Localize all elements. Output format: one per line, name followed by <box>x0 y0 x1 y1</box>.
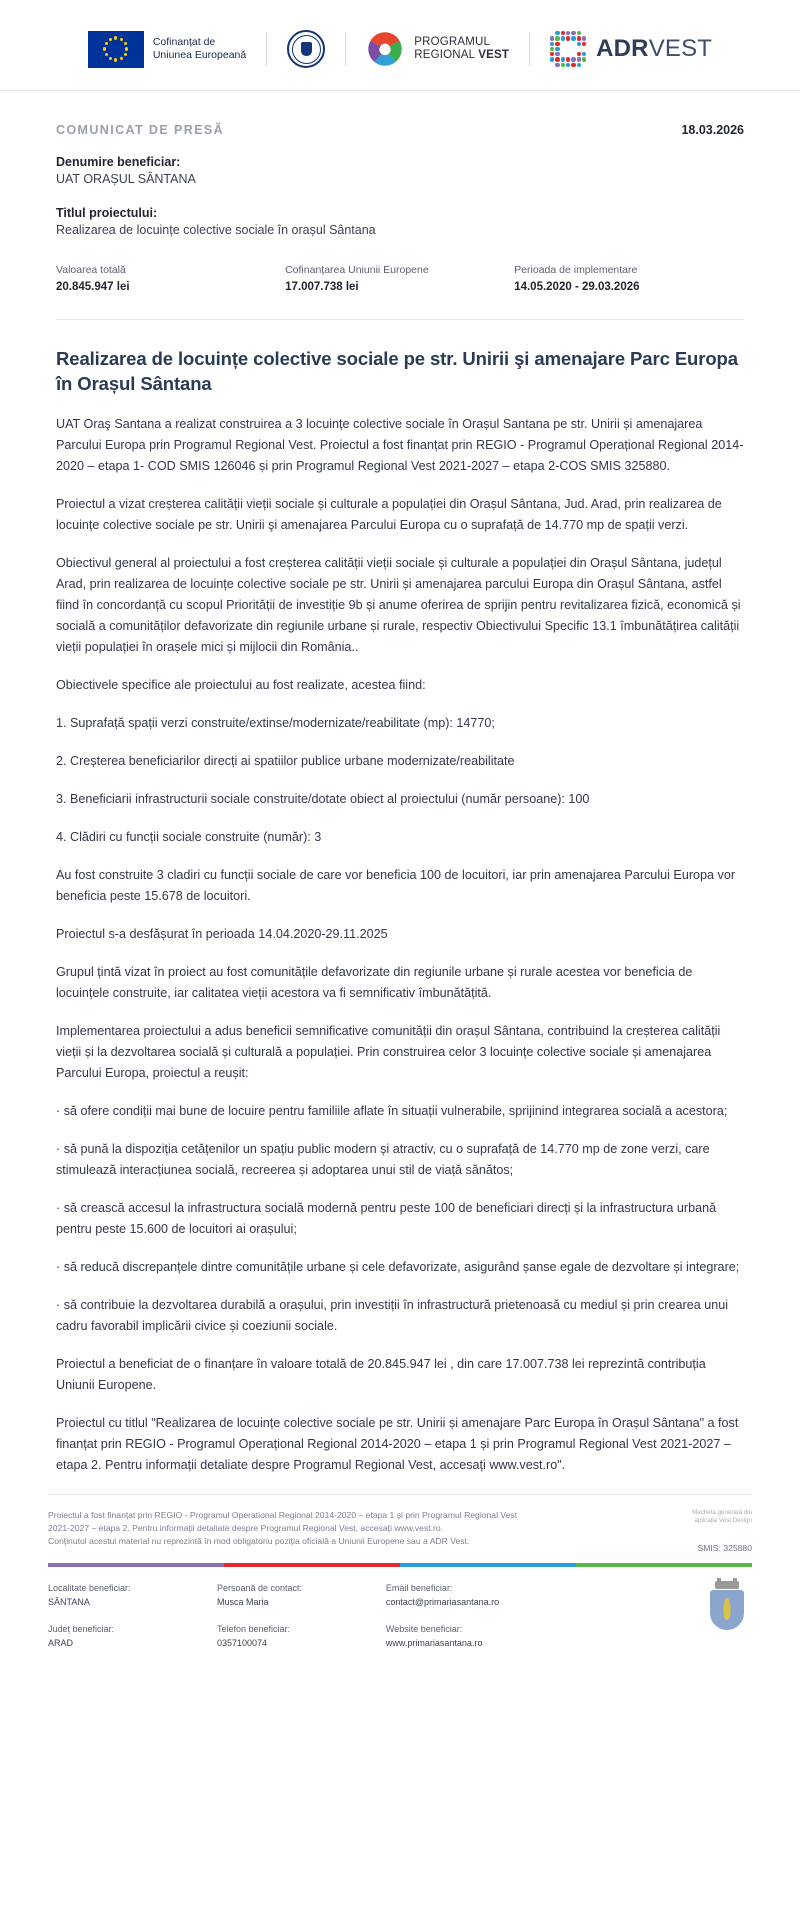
stat-item <box>514 263 743 295</box>
adrvest-dot <box>555 47 559 51</box>
programul-regional-vest-text <box>414 36 509 63</box>
macheta-line1: Macheta generată din <box>692 1509 752 1516</box>
crest-flame-shape <box>724 1598 731 1620</box>
contact-label: Website beneficiar: <box>385 1624 463 1634</box>
adrvest-dot <box>571 52 575 56</box>
stat-item <box>56 263 285 295</box>
prv-line2-regular: REGIONAL <box>414 49 479 61</box>
stat-item <box>285 263 514 295</box>
article-paragraph: 1. Suprafață spații verzi construite/extinse/modernizate/reabilitate (mp): 14770; <box>56 716 495 730</box>
contact-pair <box>48 1622 217 1650</box>
adrvest-dot <box>582 31 586 35</box>
adrvest-dot <box>577 63 581 67</box>
adrvest-dot <box>566 31 570 35</box>
contact-label: Județ beneficiar: <box>48 1624 115 1634</box>
adrvest-dot <box>555 52 559 56</box>
contact-column-2 <box>217 1581 386 1663</box>
adrvest-dot <box>566 63 570 67</box>
article-paragraph: Proiectul a beneficiat de o finanțare în valoare totală de 20.845.947 lei , din care 17.007.738 lei reprezintă contribuția Uniunii Europene. <box>56 1357 706 1392</box>
contact-value: www.primariasantana.ro <box>385 1638 483 1648</box>
adrvest-dot <box>571 36 575 40</box>
eu-star-icon <box>120 57 123 60</box>
contact-pair <box>217 1622 386 1650</box>
contact-pair <box>48 1581 217 1609</box>
adrvest-dot <box>571 47 575 51</box>
contact-pair <box>386 1581 597 1609</box>
adrvest-dot <box>550 47 554 51</box>
project-stats-row <box>56 263 744 295</box>
adrvest-dot <box>561 52 565 56</box>
contact-label: Email beneficiar: <box>385 1583 453 1593</box>
adrvest-dot <box>571 42 575 46</box>
adrvest-dot <box>555 57 559 61</box>
press-release-kicker: COMUNICAT DE PRESĂ <box>56 123 225 137</box>
adrvest-dot <box>550 31 554 35</box>
contact-value: ARAD <box>48 1638 74 1648</box>
eu-flag-icon <box>88 31 144 68</box>
article-paragraph: Obiectivul general al proiectului a fost creșterea calității vieții sociale și culturale a populației din Orașul Sântana, județul Arad, prin realizarea de locuințe colective sociale pe str. Unirii și amenajarea parcului Europa din Orașul Sântana, astfel fiind în concordanță cu scopul Priorității de investiție 9b și anume oferirea de sprijin pentru revitalizarea fizică, economică și socială a comunităților defavorizate din regiunile urbane și rurale, respectiv Obiectivului Specific 13.1 îmbunătățirea calității vieții populației în orașele mici și mijlocii din România.. <box>56 556 741 654</box>
document-content <box>0 91 800 1476</box>
romania-government-seal-icon <box>287 30 325 68</box>
stat-value: 17.007.738 lei <box>285 281 359 293</box>
footer-color-bar <box>48 1563 752 1567</box>
adrvest-dot <box>582 52 586 56</box>
article-paragraph: Proiectul cu titlul "Realizarea de locuințe colective sociale pe str. Unirii și amenajare Parc Europa în Orașul Sântana" a fost finanțat prin REGIO - Programul Operațional Regional 2014-2020 – etapa 1 și prin Programul Regional Vest 2021-2027 – etapa 2. Pentru informații detaliate despre Programul Regional Vest, accesați www.vest.ro". <box>56 1416 739 1472</box>
beneficiary-field <box>56 154 744 188</box>
prv-line1: PROGRAMUL <box>414 35 491 48</box>
page-title: Realizarea de locuințe colective sociale pe str. Unirii şi amenajare Parc Europa în Orașul Sântana <box>56 348 738 394</box>
section-divider <box>56 319 744 320</box>
adrvest-wordmark <box>596 35 712 63</box>
adrvest-dot <box>561 42 565 46</box>
footer-legal-line3: Conținutul acestui material nu reprezintă în mod obligatoriu poziția oficială a Uniunii Europene sau a ADR Vest. <box>48 1536 470 1546</box>
article-paragraph: · să ofere condiții mai bune de locuire pentru familiile aflate în situații vulnerabile, sprijinind integrarea socială a acestora; <box>56 1104 728 1118</box>
eu-logo-text <box>153 36 246 62</box>
article-paragraph: · să contribuie la dezvoltarea durabilă a orașului, prin investiții în infrastructură prietenoasă cu mediul și prin crearea unui cadru favorabil implicării civice și coeziunii sociale. <box>56 1298 729 1333</box>
adrvest-dot <box>582 36 586 40</box>
adrvest-dot <box>582 57 586 61</box>
adrvest-dot <box>566 36 570 40</box>
adrvest-dot <box>561 31 565 35</box>
adrvest-dot <box>550 36 554 40</box>
eu-star-icon <box>125 47 128 50</box>
footer-right-block <box>678 1509 752 1553</box>
programul-regional-vest-logo <box>346 30 529 68</box>
eagle-crest-shape <box>301 42 312 56</box>
adrvest-dot <box>566 57 570 61</box>
adrvest-dot <box>566 42 570 46</box>
article-paragraph: Proiectul s-a desfășurat în perioada 14.04.2020-29.11.2025 <box>56 927 388 941</box>
adrvest-dot-grid-icon <box>550 31 586 67</box>
stat-value: 20.845.947 lei <box>56 281 130 293</box>
contact-column-1 <box>48 1581 217 1663</box>
eu-logo-line2: Uniunea Europeană <box>152 49 247 61</box>
eu-cofinancing-logo <box>68 31 266 68</box>
article-paragraph: · să pună la dispoziția cetățenilor un spațiu public modern și atractiv, cu o suprafață de 14.770 mp de zone verzi, care stimulează interacțiunea socială, recreerea și adoptarea unui stil de viață sănătos; <box>56 1142 710 1177</box>
contact-label: Localitate beneficiar: <box>48 1583 131 1593</box>
adrvest-dot <box>555 36 559 40</box>
adrvest-dot <box>577 42 581 46</box>
adrvest-dot <box>550 52 554 56</box>
eu-star-icon <box>124 42 127 45</box>
article-paragraph: Obiectivele specifice ale proiectului au fost realizate, acestea fiind: <box>56 678 426 692</box>
stat-label: Valoarea totală <box>56 264 126 276</box>
article-paragraph: 4. Clădiri cu funcții sociale construite (număr): 3 <box>56 830 322 844</box>
adrvest-dot <box>582 42 586 46</box>
crest-shield-shape <box>710 1590 744 1630</box>
stat-label: Cofinanțarea Uniunii Europene <box>285 264 429 276</box>
eu-star-icon <box>114 36 117 39</box>
eu-star-icon <box>124 53 127 56</box>
contact-value: contact@primariasantana.ro <box>385 1597 500 1607</box>
logo-bar <box>0 0 800 91</box>
adrvest-dot <box>566 47 570 51</box>
crest-crown-shape <box>715 1581 739 1589</box>
adrvest-dot <box>550 63 554 67</box>
contact-pair <box>386 1622 597 1650</box>
programul-regional-vest-icon <box>366 30 404 68</box>
adrvest-dot <box>582 47 586 51</box>
contact-pair <box>217 1581 386 1609</box>
contact-value: Musca Maria <box>216 1597 269 1607</box>
eu-star-icon <box>109 57 112 60</box>
project-title-value: Realizarea de locuințe colective sociale în orașul Sântana <box>56 223 376 237</box>
color-bar-segment <box>400 1563 576 1567</box>
eu-star-icon <box>109 38 112 41</box>
adrvest-dot <box>550 57 554 61</box>
adrvest-dot <box>561 47 565 51</box>
eu-star-icon <box>105 42 108 45</box>
adrvest-dot <box>561 57 565 61</box>
article-paragraph: Grupul țintă vizat în proiect au fost comunitățile defavorizate din regiunile urbane și rurale acestea vor beneficia de locuințele construite, iar calitatea vieții acestora va fi semnificativ îmbunătățită. <box>56 965 693 1000</box>
eu-logo-line1: Cofinanțat de <box>152 36 216 48</box>
footer-legal-line2: 2021-2027 – etapa 2. Pentru informații detaliate despre Programul Regional Vest, accesați www.vest.ro. <box>48 1523 444 1533</box>
adrvest-logo <box>530 31 732 67</box>
beneficiary-label: Denumire beneficiar: <box>56 155 181 169</box>
color-bar-segment <box>224 1563 400 1567</box>
eu-star-icon <box>120 38 123 41</box>
adrvest-dot <box>577 57 581 61</box>
adrvest-dot <box>577 36 581 40</box>
article-paragraph: Proiectul a vizat creșterea calității vieții sociale și culturale a populației din Orașul Sântana, Jud. Arad, prin realizarea de locuințe colective sociale pe str. Unirii şi amenajarea Parcului Europa cu o suprafață de 14.770 mp de spații verzi. <box>56 497 722 532</box>
adrvest-dot <box>561 36 565 40</box>
adrvest-dot <box>577 31 581 35</box>
adrvest-dot <box>571 31 575 35</box>
color-bar-segment <box>576 1563 752 1567</box>
footer-legal-row <box>48 1494 752 1553</box>
color-bar-segment <box>48 1563 224 1567</box>
adrvest-dot <box>577 52 581 56</box>
footer-legal-line1: Proiectul a fost finanțat prin REGIO - Programul Operational Regional 2014-2020 – etapa 1 și prin Programul Regional Vest <box>48 1510 518 1520</box>
adrvest-dot <box>550 42 554 46</box>
footer-legal-text <box>48 1509 517 1548</box>
article-paragraph: Au fost construite 3 cladiri cu funcții sociale de care vor beneficia 100 de locuitori, iar prin amenajarea Parcului Europa vor beneficia peste 15.678 de locuitori. <box>56 868 736 903</box>
adrvest-dot <box>571 63 575 67</box>
meta-header-row <box>56 91 744 137</box>
article-paragraph: Implementarea proiectului a adus beneficii semnificative comunității din orașul Sântana, contribuind la creșterea calității vieții și la dezvoltarea socială și culturală a populației. Prin construirea celor 3 locuințe colective sociale și amenajarea Parcului Europa, proiectul a reușit: <box>56 1024 721 1080</box>
contact-value: 0357100074 <box>216 1638 268 1648</box>
contact-label: Telefon beneficiar: <box>216 1624 290 1634</box>
romania-government-logo <box>267 30 345 68</box>
article-body <box>56 414 744 1476</box>
eu-star-icon <box>105 53 108 56</box>
contact-column-3 <box>386 1581 597 1663</box>
eu-star-icon <box>114 58 117 61</box>
article-paragraph: · să crească accesul la infrastructura socială modernă pentru peste 100 de beneficiari direcți și la infrastructura urbană pentru peste 15.600 de locuitori ai orașului; <box>56 1201 717 1236</box>
adrvest-bold: ADR <box>596 35 649 62</box>
adrvest-dot <box>555 31 559 35</box>
adrvest-regular: VEST <box>648 35 713 62</box>
footer-contacts <box>48 1581 752 1663</box>
beneficiary-value: UAT ORAȘUL SÂNTANA <box>56 172 196 186</box>
eu-star-icon <box>103 47 106 50</box>
article-paragraph: UAT Oraş Santana a realizat construirea a 3 locuințe colective sociale în Orașul Santana pe str. Unirii și amenajarea Parcului Europa prin Programul Regional Vest. Proiectul a fost finanțat prin REGIO - Programul Operațional Regional 2014-2020 – etapa 1- COD SMIS 126046 și prin Programul Regional Vest 2021-2027 – etapa 2-COS SMIS 325880. <box>56 417 744 473</box>
adrvest-dot <box>582 63 586 67</box>
footer-smis-code: SMIS: 325880 <box>697 1543 752 1553</box>
adrvest-dot <box>555 63 559 67</box>
project-title-label: Titlul proiectului: <box>56 206 158 220</box>
article-paragraph: 2. Creșterea beneficiarilor direcți ai spatiilor publice urbane modernizate/reabilitate <box>56 754 515 768</box>
adrvest-dot <box>555 42 559 46</box>
adrvest-dot <box>571 57 575 61</box>
prv-line2-bold: VEST <box>478 49 510 61</box>
contact-label: Persoană de contact: <box>216 1583 303 1593</box>
project-title-field <box>56 205 744 239</box>
article-paragraph: 3. Beneficiarii infrastructurii sociale construite/dotate obiect al proiectului (număr persoane): 100 <box>56 792 590 806</box>
adrvest-dot <box>566 52 570 56</box>
footer-macheta-note <box>692 1509 752 1525</box>
document-date: 18.03.2026 <box>681 123 744 137</box>
stat-label: Perioada de implementare <box>514 264 638 276</box>
macheta-line2: aplicația Vest Design <box>694 1517 752 1524</box>
contact-value: SÂNTANA <box>48 1597 90 1607</box>
adrvest-dot <box>561 63 565 67</box>
adrvest-dot <box>577 47 581 51</box>
santana-coat-of-arms-icon <box>708 1581 746 1629</box>
stat-value: 14.05.2020 - 29.03.2026 <box>514 281 640 293</box>
document-footer <box>0 1494 800 1663</box>
article-paragraph: · să reducă discrepanțele dintre comunitățile urbane și cele defavorizate, asigurând șanse egale de dezvoltare și integrare; <box>56 1260 740 1274</box>
